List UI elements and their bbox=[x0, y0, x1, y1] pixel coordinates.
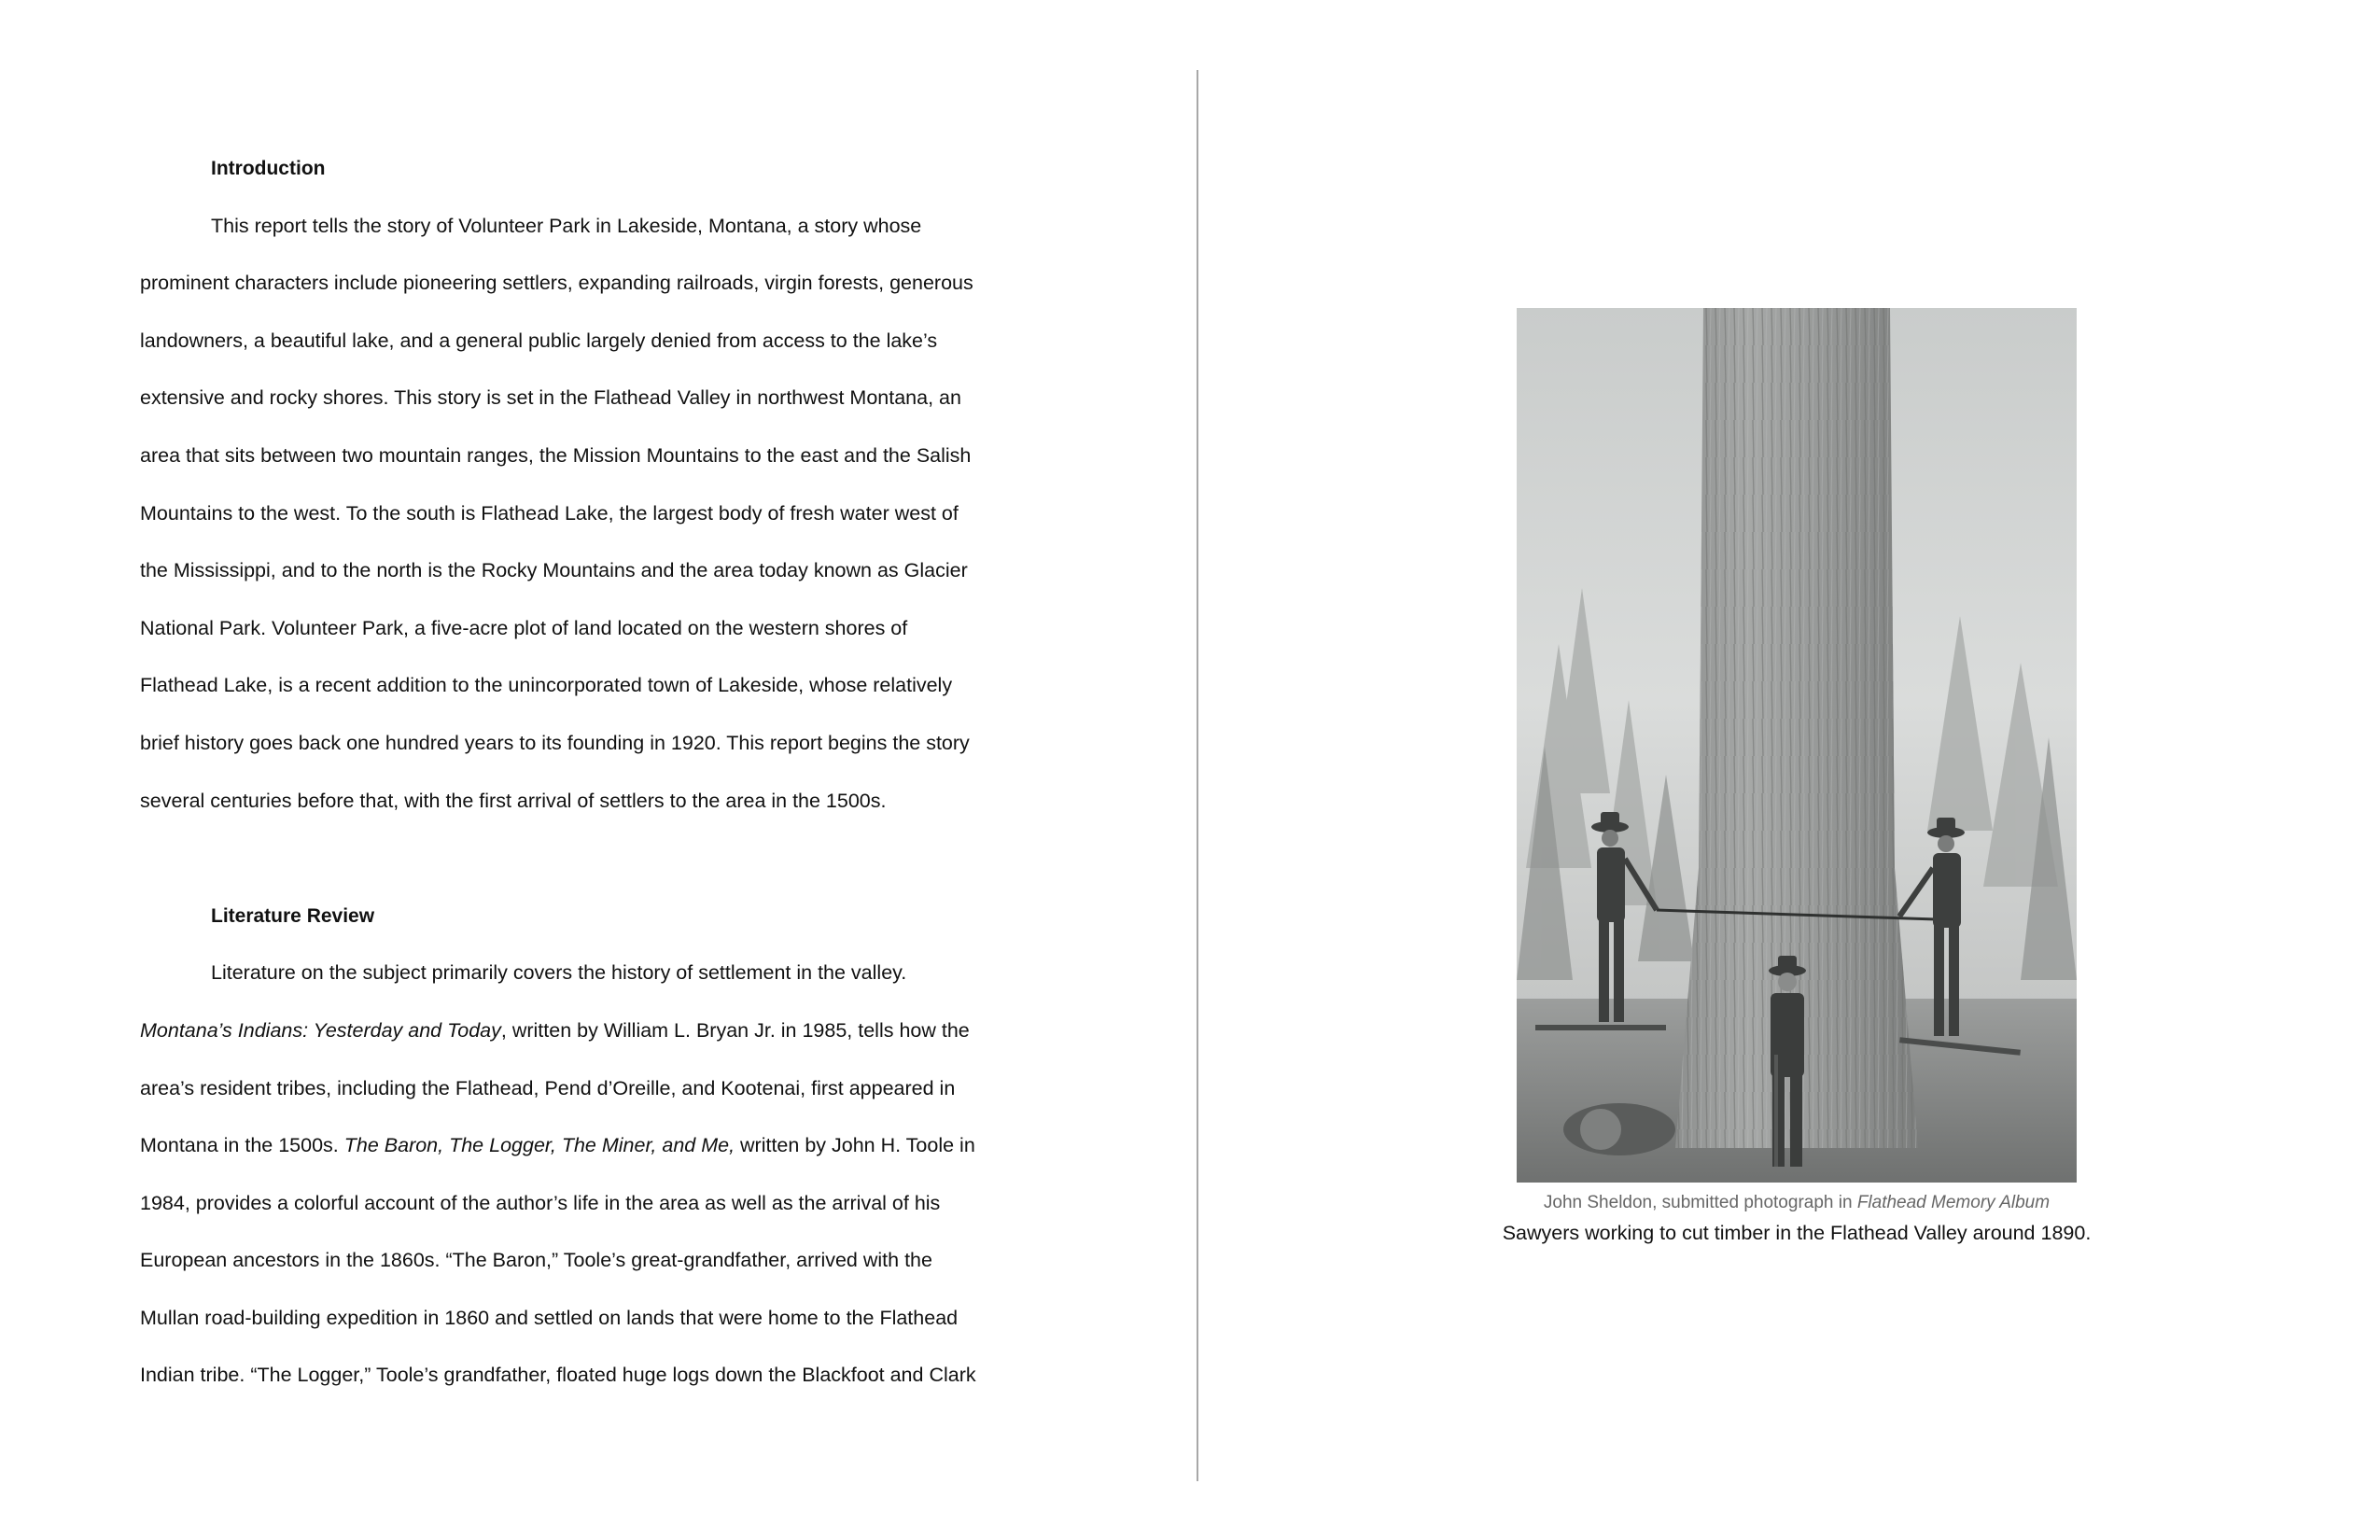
album-title: Flathead Memory Album bbox=[1856, 1193, 2051, 1212]
intro-line: the Mississippi, and to the north is the Rocky Mountains and the area today known as Glacier bbox=[140, 559, 968, 582]
lit-line: Mullan road-building expedition in 1860 and settled on lands that were home to the Flathead bbox=[140, 1306, 959, 1329]
intro-line: several centuries before that, with the first arrival of settlers to the area in the 1500s. bbox=[140, 789, 887, 812]
book-title-the-baron: The Baron, The Logger, The Miner, and Me, bbox=[343, 1134, 735, 1157]
intro-line: prominent characters include pioneering settlers, expanding railroads, virgin forests, generous bbox=[140, 272, 973, 295]
book-title-montanas-indians: Montana’s Indians: Yesterday and Today bbox=[140, 1018, 501, 1042]
intro-line: brief history goes back one hundred years to its founding in 1920. This report begins the story bbox=[140, 731, 970, 754]
lit-line-text: written by John H. Toole in bbox=[735, 1134, 975, 1157]
page-divider bbox=[1197, 70, 1198, 1481]
introduction-heading: Introduction bbox=[211, 158, 326, 179]
intro-line: National Park. Volunteer Park, a five-acre plot of land located on the western shores of bbox=[140, 616, 908, 639]
lit-line: Literature on the subject primarily covers the history of settlement in the valley. bbox=[211, 961, 907, 985]
intro-line: Flathead Lake, is a recent addition to the unincorporated town of Lakeside, whose relatively bbox=[140, 674, 953, 697]
lit-line: 1984, provides a colorful account of the author’s life in the area as well as the arrival of his bbox=[140, 1191, 941, 1214]
intro-line: This report tells the story of Volunteer Park in Lakeside, Montana, a story whose bbox=[211, 214, 922, 237]
lit-line: Indian tribe. “The Logger,” Toole’s grandfather, floated huge logs down the Blackfoot and Clark bbox=[140, 1364, 976, 1387]
section-spacer bbox=[140, 830, 1073, 888]
intro-line: extensive and rocky shores. This story is set in the Flathead Valley in northwest Montana, an bbox=[140, 386, 961, 410]
photo-credit bbox=[1381, 1193, 2212, 1213]
photo-caption: Sawyers working to cut timber in the Flathead Valley around 1890. bbox=[1502, 1222, 2092, 1244]
left-page bbox=[140, 140, 1073, 1405]
photo-credit-text: John Sheldon, submitted photograph in bbox=[1543, 1193, 1857, 1212]
literature-review-paragraph bbox=[140, 945, 1073, 1405]
lit-line-text: , written by William L. Bryan Jr. in 1985, tells how the bbox=[500, 1018, 970, 1042]
lit-line-text: Montana in the 1500s. bbox=[140, 1134, 344, 1157]
introduction-paragraph bbox=[140, 198, 1073, 831]
intro-line: area that sits between two mountain ranges, the Mission Mountains to the east and the Salish bbox=[140, 443, 972, 467]
lit-line: European ancestors in the 1860s. “The Baron,” Toole’s great-grandfather, arrived with the bbox=[140, 1249, 932, 1272]
lit-line bbox=[140, 1117, 1073, 1175]
literature-review-heading: Literature Review bbox=[211, 904, 375, 927]
intro-line: Mountains to the west. To the south is Flathead Lake, the largest body of fresh water west of bbox=[140, 501, 959, 525]
sawyers-photograph bbox=[1517, 308, 2077, 1183]
intro-line: landowners, a beautiful lake, and a general public largely denied from access to the lake’s bbox=[140, 329, 938, 352]
lit-line bbox=[140, 1002, 1073, 1060]
lit-line: area’s resident tribes, including the Flathead, Pend d’Oreille, and Kootenai, first appeared in bbox=[140, 1076, 956, 1099]
